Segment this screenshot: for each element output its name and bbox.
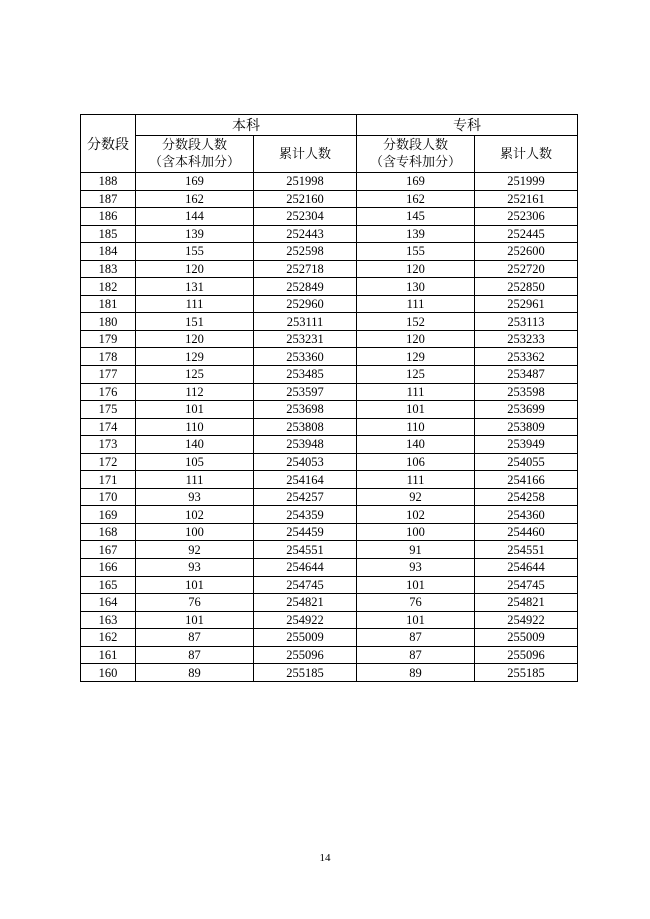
junior-college-cumulative-cell: 252850 <box>475 278 578 296</box>
score-cell: 181 <box>81 295 136 313</box>
junior-college-count-cell: 87 <box>357 629 475 647</box>
table-row <box>81 436 578 454</box>
undergraduate-count-cell: 112 <box>136 383 254 401</box>
undergraduate-cumulative-cell: 254551 <box>254 541 357 559</box>
score-cell: 168 <box>81 523 136 541</box>
junior-college-cumulative-cell: 253233 <box>475 330 578 348</box>
table-row <box>81 488 578 506</box>
junior-college-cumulative-cell: 254166 <box>475 471 578 489</box>
table-row <box>81 260 578 278</box>
table-row <box>81 523 578 541</box>
junior-college-count-cell: 101 <box>357 576 475 594</box>
junior-college-cumulative-cell: 251999 <box>475 173 578 191</box>
score-cell: 178 <box>81 348 136 366</box>
score-range-header: 分数段 <box>81 115 136 173</box>
undergraduate-count-cell: 101 <box>136 576 254 594</box>
junior-college-count-cell: 169 <box>357 173 475 191</box>
undergraduate-count-cell: 101 <box>136 401 254 419</box>
undergraduate-count-cell: 139 <box>136 225 254 243</box>
table-row <box>81 664 578 682</box>
undergraduate-cumulative-cell: 253808 <box>254 418 357 436</box>
undergraduate-count-cell: 93 <box>136 488 254 506</box>
score-cell: 179 <box>81 330 136 348</box>
undergraduate-cumulative-cell: 255096 <box>254 646 357 664</box>
junior-college-count-cell: 89 <box>357 664 475 682</box>
junior-college-cumulative-cell: 253949 <box>475 436 578 454</box>
table-row <box>81 629 578 647</box>
undergraduate-cumulative-cell: 255009 <box>254 629 357 647</box>
undergraduate-count-cell: 110 <box>136 418 254 436</box>
junior-college-cumulative-cell: 254360 <box>475 506 578 524</box>
junior-college-count-cell: 111 <box>357 383 475 401</box>
junior-college-cumulative-cell: 255185 <box>475 664 578 682</box>
junior-college-cumulative-cell: 254922 <box>475 611 578 629</box>
score-cell: 176 <box>81 383 136 401</box>
undergraduate-count-cell: 87 <box>136 646 254 664</box>
table-row <box>81 471 578 489</box>
table-row <box>81 576 578 594</box>
table-row <box>81 646 578 664</box>
table-body <box>81 173 578 682</box>
score-cell: 166 <box>81 559 136 577</box>
undergraduate-cumulative-cell: 254053 <box>254 453 357 471</box>
score-distribution-table <box>80 114 578 682</box>
junior-college-cumulative-cell: 253362 <box>475 348 578 366</box>
junior-college-cumulative-cell: 254460 <box>475 523 578 541</box>
undergraduate-cumulative-cell: 253597 <box>254 383 357 401</box>
junior-college-count-cell: 87 <box>357 646 475 664</box>
junior-college-cumulative-cell: 254745 <box>475 576 578 594</box>
junior-college-count-cell: 111 <box>357 295 475 313</box>
undergraduate-count-cell: 92 <box>136 541 254 559</box>
score-cell: 161 <box>81 646 136 664</box>
undergraduate-cumulative-cell: 253485 <box>254 366 357 384</box>
table-row <box>81 418 578 436</box>
undergraduate-count-cell: 129 <box>136 348 254 366</box>
undergraduate-cumulative-cell: 252304 <box>254 208 357 226</box>
undergraduate-cumulative-cell: 253948 <box>254 436 357 454</box>
score-cell: 170 <box>81 488 136 506</box>
score-cell: 172 <box>81 453 136 471</box>
score-cell: 163 <box>81 611 136 629</box>
junior-college-cumulative-cell: 255096 <box>475 646 578 664</box>
table-row <box>81 559 578 577</box>
undergraduate-count-cell: 144 <box>136 208 254 226</box>
score-cell: 175 <box>81 401 136 419</box>
undergraduate-cumulative-cell: 254164 <box>254 471 357 489</box>
table-row <box>81 173 578 191</box>
score-cell: 184 <box>81 243 136 261</box>
junior-college-count-cell: 152 <box>357 313 475 331</box>
score-cell: 185 <box>81 225 136 243</box>
header-line: 分数段人数 <box>161 138 227 153</box>
junior-college-count-cell: 102 <box>357 506 475 524</box>
table-row <box>81 190 578 208</box>
undergraduate-cumulative-cell: 252718 <box>254 260 357 278</box>
undergraduate-cumulative-header: 累计人数 <box>254 136 357 173</box>
undergraduate-cumulative-cell: 254644 <box>254 559 357 577</box>
junior-college-group-header: 专科 <box>357 115 578 136</box>
header-line: （含本科加分） <box>148 155 240 170</box>
junior-college-count-cell: 100 <box>357 523 475 541</box>
undergraduate-count-cell: 120 <box>136 260 254 278</box>
table-row <box>81 243 578 261</box>
table-row <box>81 313 578 331</box>
score-cell: 187 <box>81 190 136 208</box>
junior-college-cumulative-cell: 252961 <box>475 295 578 313</box>
junior-college-count-cell: 130 <box>357 278 475 296</box>
junior-college-cumulative-cell: 252306 <box>475 208 578 226</box>
junior-college-count-cell: 145 <box>357 208 475 226</box>
score-cell: 164 <box>81 594 136 612</box>
undergraduate-count-cell: 105 <box>136 453 254 471</box>
undergraduate-count-cell: 87 <box>136 629 254 647</box>
table-row <box>81 330 578 348</box>
page-number: 14 <box>319 852 331 864</box>
score-cell: 182 <box>81 278 136 296</box>
table-row <box>81 401 578 419</box>
table-row <box>81 594 578 612</box>
junior-college-count-cell: 106 <box>357 453 475 471</box>
undergraduate-count-header <box>136 136 254 173</box>
undergraduate-count-cell: 120 <box>136 330 254 348</box>
junior-college-cumulative-cell: 252720 <box>475 260 578 278</box>
table-row <box>81 453 578 471</box>
junior-college-count-cell: 101 <box>357 611 475 629</box>
junior-college-count-cell: 120 <box>357 260 475 278</box>
undergraduate-cumulative-cell: 252849 <box>254 278 357 296</box>
undergraduate-cumulative-cell: 253698 <box>254 401 357 419</box>
undergraduate-count-cell: 102 <box>136 506 254 524</box>
junior-college-cumulative-cell: 253809 <box>475 418 578 436</box>
junior-college-count-cell: 76 <box>357 594 475 612</box>
junior-college-count-cell: 93 <box>357 559 475 577</box>
table-row <box>81 506 578 524</box>
junior-college-count-cell: 162 <box>357 190 475 208</box>
header-line: 分数段人数 <box>382 138 448 153</box>
undergraduate-count-cell: 93 <box>136 559 254 577</box>
score-cell: 180 <box>81 313 136 331</box>
undergraduate-cumulative-cell: 253231 <box>254 330 357 348</box>
undergraduate-count-cell: 100 <box>136 523 254 541</box>
junior-college-cumulative-cell: 254258 <box>475 488 578 506</box>
table-row <box>81 383 578 401</box>
junior-college-count-cell: 125 <box>357 366 475 384</box>
table-row <box>81 225 578 243</box>
junior-college-count-cell: 129 <box>357 348 475 366</box>
undergraduate-count-cell: 151 <box>136 313 254 331</box>
undergraduate-count-cell: 162 <box>136 190 254 208</box>
junior-college-cumulative-cell: 252161 <box>475 190 578 208</box>
header-line: （含专科加分） <box>369 155 461 170</box>
junior-college-cumulative-cell: 253598 <box>475 383 578 401</box>
junior-college-cumulative-cell: 252600 <box>475 243 578 261</box>
undergraduate-count-cell: 131 <box>136 278 254 296</box>
score-cell: 177 <box>81 366 136 384</box>
junior-college-count-cell: 111 <box>357 471 475 489</box>
undergraduate-count-cell: 155 <box>136 243 254 261</box>
junior-college-count-cell: 139 <box>357 225 475 243</box>
score-cell: 169 <box>81 506 136 524</box>
undergraduate-count-cell: 140 <box>136 436 254 454</box>
junior-college-cumulative-cell: 253699 <box>475 401 578 419</box>
undergraduate-cumulative-cell: 254922 <box>254 611 357 629</box>
score-cell: 173 <box>81 436 136 454</box>
score-cell: 188 <box>81 173 136 191</box>
junior-college-cumulative-header: 累计人数 <box>475 136 578 173</box>
table-row <box>81 541 578 559</box>
undergraduate-count-cell: 111 <box>136 471 254 489</box>
score-cell: 186 <box>81 208 136 226</box>
undergraduate-cumulative-cell: 254821 <box>254 594 357 612</box>
score-cell: 162 <box>81 629 136 647</box>
undergraduate-cumulative-cell: 254359 <box>254 506 357 524</box>
table-row <box>81 278 578 296</box>
undergraduate-group-header: 本科 <box>136 115 357 136</box>
junior-college-cumulative-cell: 255009 <box>475 629 578 647</box>
junior-college-cumulative-cell: 254551 <box>475 541 578 559</box>
junior-college-cumulative-cell: 252445 <box>475 225 578 243</box>
score-cell: 167 <box>81 541 136 559</box>
table-header <box>81 115 578 173</box>
undergraduate-cumulative-cell: 253360 <box>254 348 357 366</box>
undergraduate-cumulative-cell: 255185 <box>254 664 357 682</box>
junior-college-count-cell: 140 <box>357 436 475 454</box>
table-row <box>81 208 578 226</box>
undergraduate-cumulative-cell: 254257 <box>254 488 357 506</box>
junior-college-cumulative-cell: 254644 <box>475 559 578 577</box>
undergraduate-cumulative-cell: 252598 <box>254 243 357 261</box>
junior-college-count-cell: 101 <box>357 401 475 419</box>
junior-college-cumulative-cell: 254821 <box>475 594 578 612</box>
junior-college-cumulative-cell: 253487 <box>475 366 578 384</box>
junior-college-count-cell: 155 <box>357 243 475 261</box>
undergraduate-cumulative-cell: 254745 <box>254 576 357 594</box>
junior-college-count-cell: 91 <box>357 541 475 559</box>
junior-college-cumulative-cell: 254055 <box>475 453 578 471</box>
undergraduate-cumulative-cell: 254459 <box>254 523 357 541</box>
score-cell: 165 <box>81 576 136 594</box>
undergraduate-cumulative-cell: 253111 <box>254 313 357 331</box>
undergraduate-cumulative-cell: 252443 <box>254 225 357 243</box>
undergraduate-count-cell: 101 <box>136 611 254 629</box>
score-cell: 183 <box>81 260 136 278</box>
junior-college-count-cell: 110 <box>357 418 475 436</box>
table-row <box>81 366 578 384</box>
table-row <box>81 611 578 629</box>
undergraduate-count-cell: 125 <box>136 366 254 384</box>
score-cell: 174 <box>81 418 136 436</box>
junior-college-count-header <box>357 136 475 173</box>
undergraduate-count-cell: 76 <box>136 594 254 612</box>
undergraduate-count-cell: 169 <box>136 173 254 191</box>
undergraduate-cumulative-cell: 252960 <box>254 295 357 313</box>
undergraduate-count-cell: 89 <box>136 664 254 682</box>
undergraduate-count-cell: 111 <box>136 295 254 313</box>
junior-college-count-cell: 92 <box>357 488 475 506</box>
undergraduate-cumulative-cell: 251998 <box>254 173 357 191</box>
score-cell: 160 <box>81 664 136 682</box>
junior-college-count-cell: 120 <box>357 330 475 348</box>
score-cell: 171 <box>81 471 136 489</box>
undergraduate-cumulative-cell: 252160 <box>254 190 357 208</box>
table-row <box>81 295 578 313</box>
junior-college-cumulative-cell: 253113 <box>475 313 578 331</box>
table-row <box>81 348 578 366</box>
